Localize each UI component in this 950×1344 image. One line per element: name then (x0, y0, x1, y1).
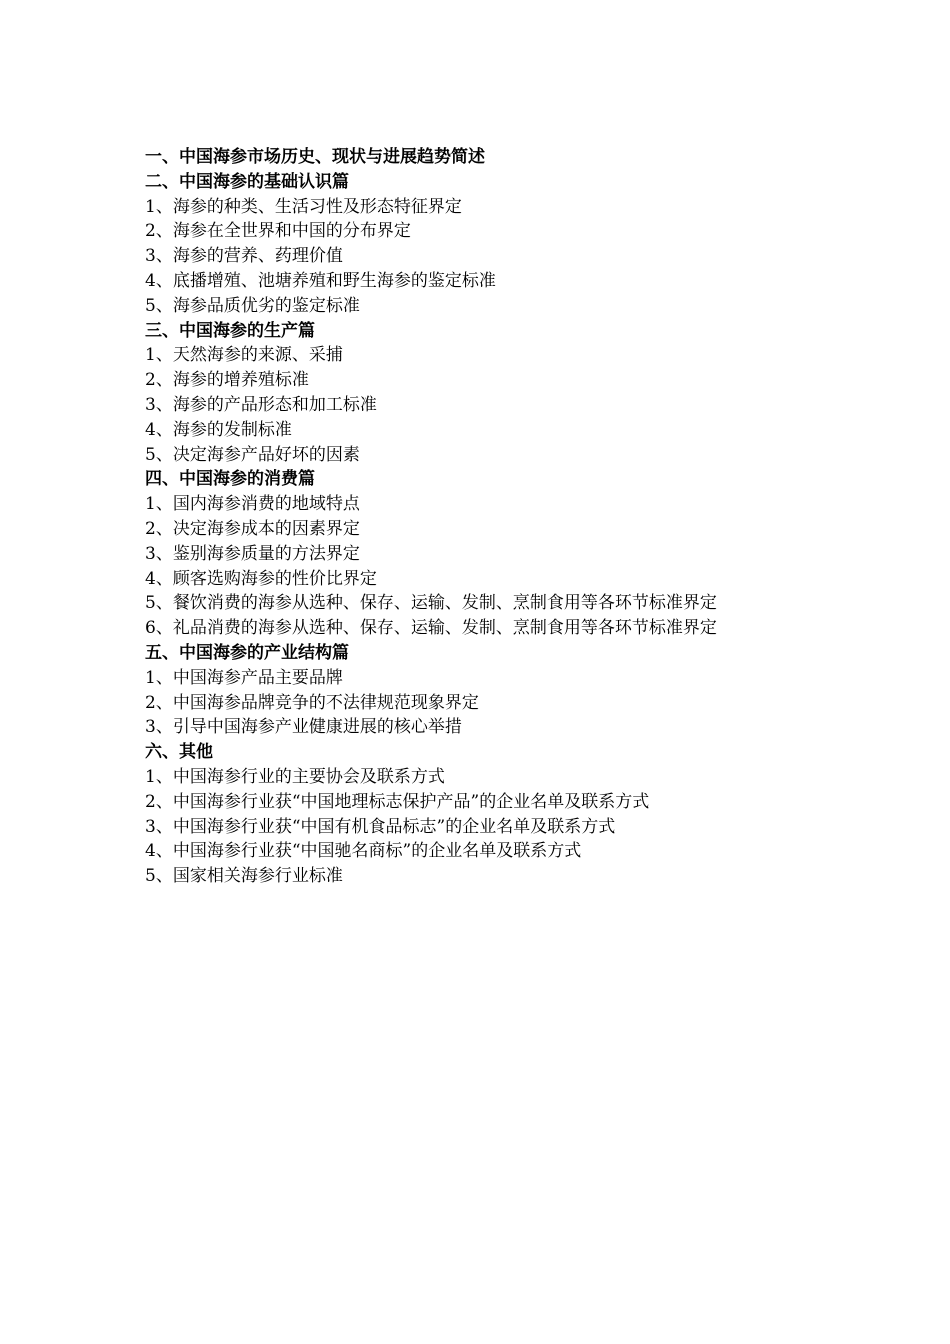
list-item: 2、海参在全世界和中国的分布界定 (145, 221, 411, 242)
list-item: 2、海参的增养殖标准 (145, 370, 309, 391)
list-item: 4、底播增殖、池塘养殖和野生海参的鉴定标准 (145, 270, 496, 291)
list-item: 3、海参的产品形态和加工标准 (145, 394, 377, 415)
list-item: 4、海参的发制标准 (145, 419, 292, 440)
list-item: 1、国内海参消费的地域特点 (145, 494, 360, 515)
list-item: 5、国家相关海参行业标准 (145, 866, 343, 887)
section-heading-4: 四、中国海参的消费篇 (145, 469, 315, 490)
list-item: 5、决定海参产品好坏的因素 (145, 444, 360, 465)
list-item: 1、中国海参产品主要品牌 (145, 667, 343, 688)
list-item: 4、中国海参行业获“中国驰名商标”的企业名单及联系方式 (145, 841, 582, 862)
list-item: 1、天然海参的来源、采捕 (145, 345, 343, 366)
section-heading-3: 三、中国海参的生产篇 (145, 320, 315, 341)
list-item: 6、礼品消费的海参从选种、保存、运输、发制、烹制食用等各环节标准界定 (145, 618, 717, 639)
list-item: 2、决定海参成本的因素界定 (145, 518, 360, 539)
list-item: 5、餐饮消费的海参从选种、保存、运输、发制、烹制食用等各环节标准界定 (145, 593, 717, 614)
section-heading-6: 六、其他 (145, 742, 213, 763)
list-item: 3、鉴别海参质量的方法界定 (145, 543, 360, 564)
list-item: 4、顾客选购海参的性价比界定 (145, 568, 377, 589)
list-item: 2、中国海参行业获“中国地理标志保护产品”的企业名单及联系方式 (145, 791, 650, 812)
list-item: 1、中国海参行业的主要协会及联系方式 (145, 766, 445, 787)
list-item: 5、海参品质优劣的鉴定标准 (145, 295, 360, 316)
list-item: 3、中国海参行业获“中国有机食品标志”的企业名单及联系方式 (145, 816, 616, 837)
list-item: 1、海参的种类、生活习性及形态特征界定 (145, 196, 462, 217)
list-item: 3、海参的营养、药理价值 (145, 246, 343, 267)
outline-list (145, 145, 825, 889)
section-heading-5: 五、中国海参的产业结构篇 (145, 642, 349, 663)
list-item: 3、引导中国海参产业健康进展的核心举措 (145, 717, 462, 738)
section-heading-1: 一、中国海参市场历史、现状与进展趋势简述 (145, 147, 485, 167)
list-item: 2、中国海参品牌竞争的不法律规范现象界定 (145, 692, 479, 713)
section-heading-2: 二、中国海参的基础认识篇 (145, 171, 349, 192)
